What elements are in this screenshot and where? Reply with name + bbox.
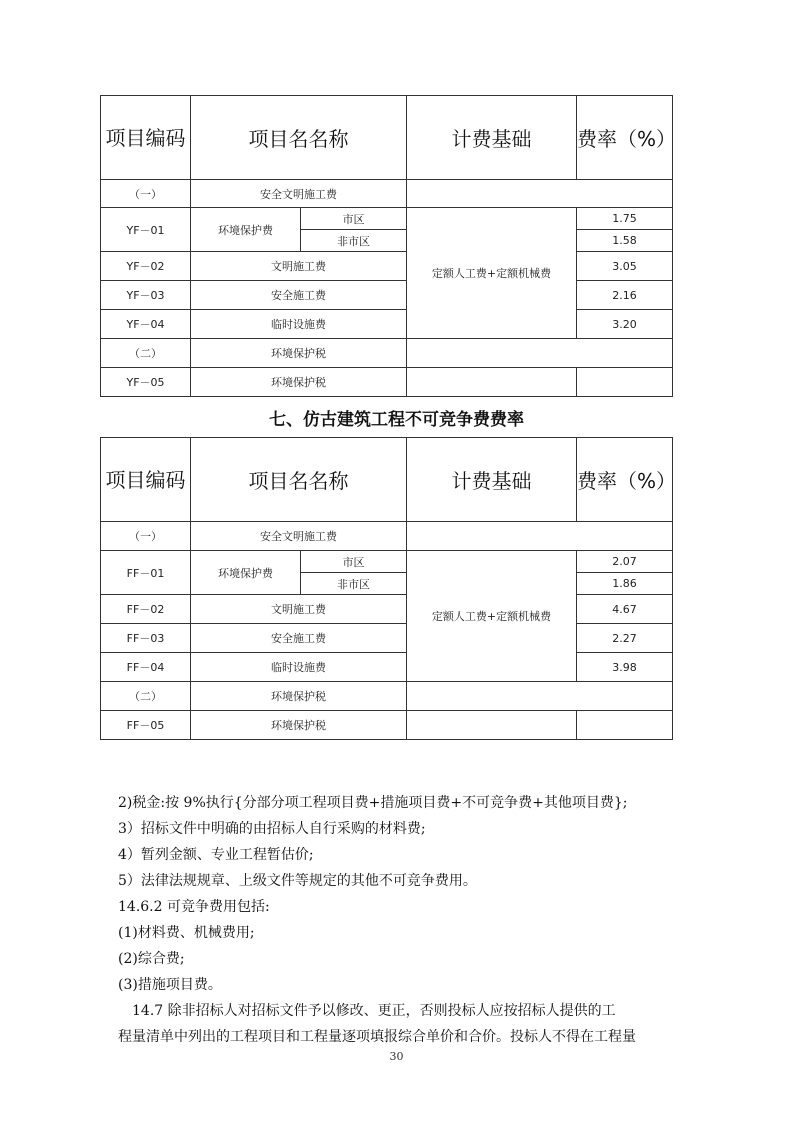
- item-name: 文明施工费: [191, 252, 407, 281]
- empty-cell: [407, 339, 673, 368]
- rate-value: 2.27: [577, 624, 673, 653]
- table-row: [101, 180, 673, 208]
- fee-rate-table-2: [100, 437, 677, 740]
- paragraph: (2)综合费;: [118, 951, 185, 967]
- sub-item-name: 非市区: [301, 230, 407, 252]
- paragraph: 5）法律法规规章、上级文件等规定的其他不可竞争费用。: [118, 873, 477, 889]
- header-name: 项目名名称: [191, 438, 407, 522]
- sub-item-name: 市区: [301, 208, 407, 230]
- item-code: FF－05: [101, 711, 191, 740]
- empty-cell: [577, 711, 673, 740]
- item-code: YF－05: [101, 368, 191, 397]
- header-rate: 费率（%）: [577, 96, 673, 180]
- table-row: [101, 522, 673, 551]
- fee-base: 定额人工费+定额机械费: [407, 208, 577, 339]
- body-text: [118, 790, 718, 1050]
- empty-cell: [407, 368, 577, 397]
- paragraph: 4）暂列金额、专业工程暂估价;: [118, 847, 314, 863]
- section-code: （二）: [101, 339, 191, 368]
- item-code: FF－04: [101, 653, 191, 682]
- fee-base: 定额人工费+定额机械费: [407, 551, 577, 682]
- rate-value: 1.58: [577, 230, 673, 252]
- table-row: [101, 595, 673, 624]
- item-code: FF－02: [101, 595, 191, 624]
- fee-rate-table-1: [100, 95, 677, 397]
- item-code: YF－04: [101, 310, 191, 339]
- table-header-row: [101, 96, 673, 180]
- table-row: [101, 653, 673, 682]
- rate-value: 3.20: [577, 310, 673, 339]
- item-name: 环境保护费: [191, 551, 301, 595]
- item-name: 安全施工费: [191, 281, 407, 310]
- section-name: 安全文明施工费: [191, 180, 407, 208]
- item-name: 环境保护费: [191, 208, 301, 252]
- empty-cell: [577, 368, 673, 397]
- section-code: （二）: [101, 682, 191, 711]
- table-row: [101, 682, 673, 711]
- section-code: （一）: [101, 180, 191, 208]
- item-name: 临时设施费: [191, 653, 407, 682]
- item-name: 环境保护税: [191, 368, 407, 397]
- rate-value: 2.16: [577, 281, 673, 310]
- section-name: 环境保护税: [191, 682, 407, 711]
- rate-value: 3.98: [577, 653, 673, 682]
- section-name: 环境保护税: [191, 339, 407, 368]
- paragraph: (3)措施项目费。: [118, 977, 222, 993]
- paragraph: (1)材料费、机械费用;: [118, 925, 255, 941]
- section-code: （一）: [101, 522, 191, 551]
- page-number: 30: [389, 1050, 404, 1063]
- rate-value: 1.75: [577, 208, 673, 230]
- rate-value: 1.86: [577, 573, 673, 595]
- item-code: FF－01: [101, 551, 191, 595]
- header-code: 项目编码: [101, 438, 191, 522]
- table-row: [101, 339, 673, 368]
- header-code: 项目编码: [101, 96, 191, 180]
- empty-cell: [407, 711, 577, 740]
- item-name: 临时设施费: [191, 310, 407, 339]
- paragraph: 14.7 除非招标人对招标文件予以修改、更正，否则投标人应按招标人提供的工: [132, 1003, 616, 1019]
- empty-cell: [407, 522, 673, 551]
- paragraph: 程量清单中列出的工程项目和工程量逐项填报综合单价和合价。投标人不得在工程量: [118, 1029, 636, 1045]
- sub-item-name: 市区: [301, 551, 407, 573]
- paragraph: 2)税金:按 9%执行{分部分项工程项目费+措施项目费+不可竞争费+其他项目费};: [118, 795, 628, 811]
- empty-cell: [407, 180, 673, 208]
- sub-item-name: 非市区: [301, 573, 407, 595]
- table-row: [101, 252, 673, 281]
- paragraph: 14.6.2 可竞争费用包括:: [118, 899, 270, 915]
- item-code: YF－01: [101, 208, 191, 252]
- item-code: YF－02: [101, 252, 191, 281]
- rate-value: 3.05: [577, 252, 673, 281]
- item-code: YF－03: [101, 281, 191, 310]
- item-name: 文明施工费: [191, 595, 407, 624]
- table-row: [101, 551, 673, 573]
- header-base: 计费基础: [407, 96, 577, 180]
- rate-value: 2.07: [577, 551, 673, 573]
- header-rate: 费率（%）: [577, 438, 673, 522]
- item-name: 环境保护税: [191, 711, 407, 740]
- table-row: [101, 624, 673, 653]
- table-row: [101, 310, 673, 339]
- table-row: [101, 208, 673, 230]
- table-header-row: [101, 438, 673, 522]
- rate-value: 4.67: [577, 595, 673, 624]
- header-name: 项目名名称: [191, 96, 407, 180]
- header-base: 计费基础: [407, 438, 577, 522]
- item-name: 安全施工费: [191, 624, 407, 653]
- section-title: 七、仿古建筑工程不可竞争费费率: [269, 410, 524, 430]
- table-row: [101, 281, 673, 310]
- empty-cell: [407, 682, 673, 711]
- table-row: [101, 711, 673, 740]
- paragraph: 3）招标文件中明确的由招标人自行采购的材料费;: [118, 821, 426, 837]
- item-code: FF－03: [101, 624, 191, 653]
- section-name: 安全文明施工费: [191, 522, 407, 551]
- table-row: [101, 368, 673, 397]
